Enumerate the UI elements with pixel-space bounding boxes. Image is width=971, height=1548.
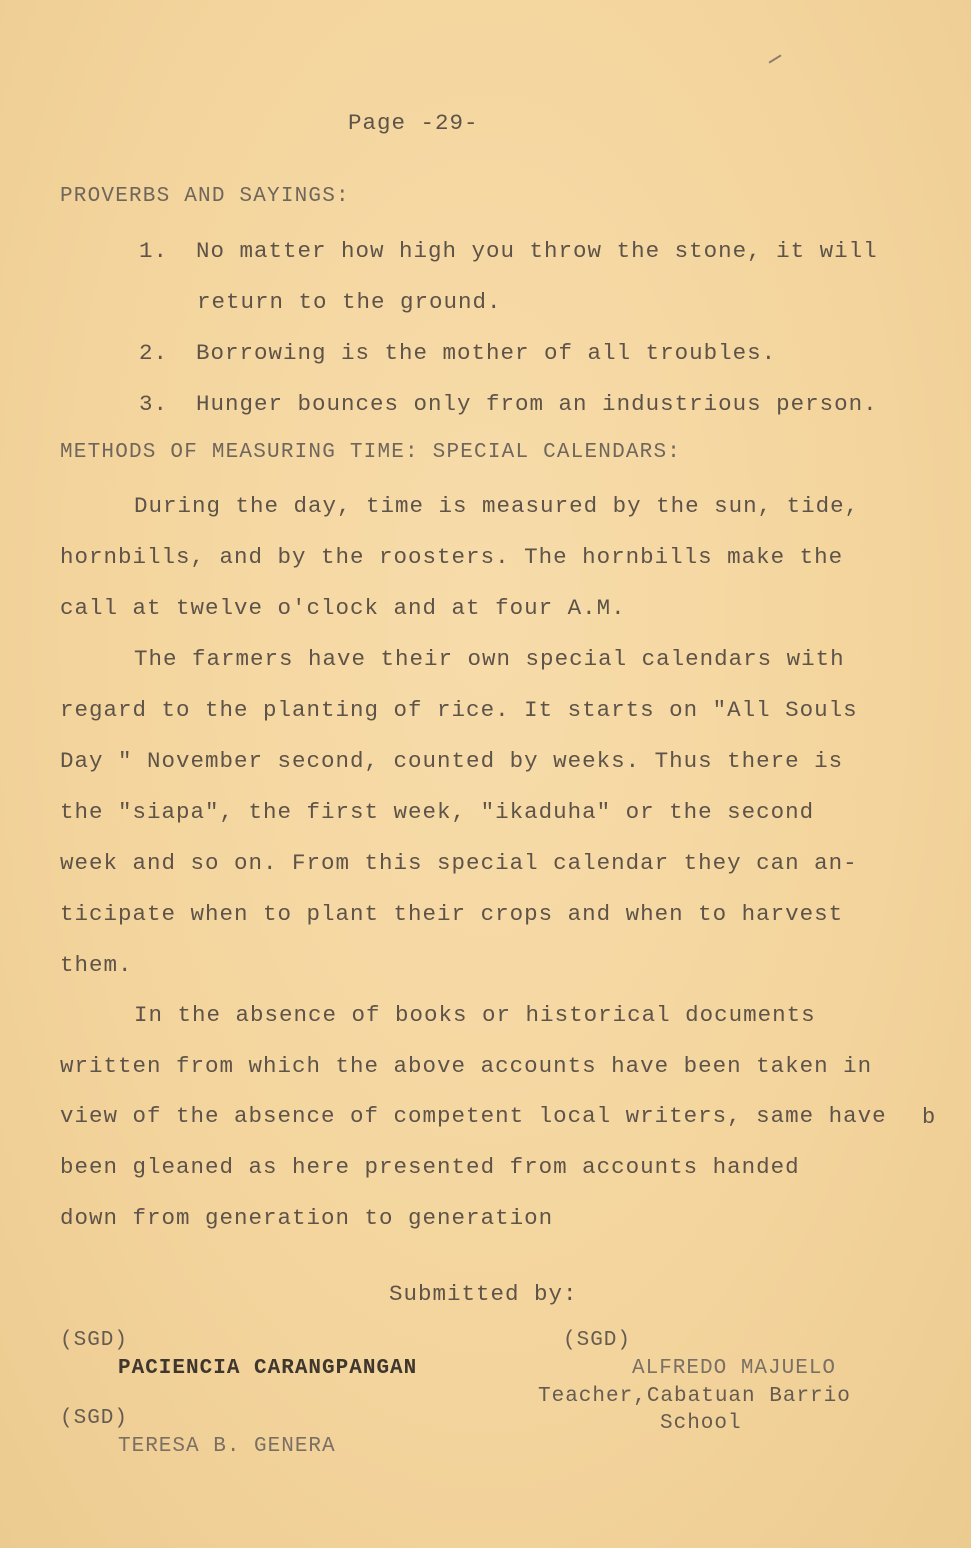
proverb-number: 2. <box>139 340 169 366</box>
paragraph-line: been gleaned as here presented from accounts handed <box>60 1154 800 1180</box>
paragraph-line: them. <box>60 952 133 978</box>
signatory-name: ALFREDO MAJUELO <box>632 1357 837 1380</box>
paragraph-line: view of the absence of competent local writers, same have <box>60 1103 887 1129</box>
signatory-name <box>118 1358 417 1379</box>
heading-proverbs: PROVERBS AND SAYINGS: <box>60 185 350 208</box>
heading-methods: METHODS OF MEASURING TIME: SPECIAL CALENDARS: <box>60 441 682 464</box>
signature-sgd: (SGD) <box>563 1329 632 1352</box>
proverb-number: 3. <box>139 391 169 417</box>
paragraph-line: down from generation to generation <box>60 1205 554 1231</box>
page-number: Page -29- <box>348 110 479 136</box>
paragraph-line: the "siapa", the first week, "ikaduha" or the second <box>60 799 815 825</box>
proverb-text: Hunger bounces only from an industrious person. <box>196 391 878 417</box>
paragraph-line: week and so on. From this special calendar they can an- <box>60 850 858 876</box>
signatory-name: TERESA B. GENERA <box>118 1435 336 1458</box>
paragraph-line: call at twelve o'clock and at four A.M. <box>60 595 626 621</box>
signatory-title: Teacher,Cabatuan Barrio <box>538 1385 851 1408</box>
paragraph-line: ticipate when to plant their crops and when to harvest <box>60 901 844 927</box>
paragraph-line: In the absence of books or historical documents <box>134 1002 816 1028</box>
paragraph-line: regard to the planting of rice. It starts on "All Souls <box>60 697 858 723</box>
submitted-by-label: Submitted by: <box>389 1281 578 1307</box>
proverb-text: No matter how high you throw the stone, it will <box>196 238 878 264</box>
signatory-name-text: PACIENCIA CARANGPANGAN <box>118 1357 418 1380</box>
paragraph-line: The farmers have their own special calendars with <box>134 646 845 672</box>
paragraph-line: During the day, time is measured by the sun, tide, <box>134 493 860 519</box>
pencil-mark <box>769 54 782 63</box>
proverb-text: Borrowing is the mother of all troubles. <box>196 340 777 366</box>
signature-sgd: (SGD) <box>60 1407 129 1430</box>
paragraph-line: Day " November second, counted by weeks. Thus there is <box>60 748 844 774</box>
stray-typed-mark: b <box>922 1105 936 1130</box>
signature-sgd: (SGD) <box>60 1329 129 1352</box>
paragraph-line: hornbills, and by the roosters. The hornbills make the <box>60 544 844 570</box>
proverb-number: 1. <box>139 238 169 264</box>
paragraph-line: written from which the above accounts have been taken in <box>60 1053 873 1079</box>
proverb-text-continued: return to the ground. <box>197 289 502 315</box>
signatory-title-continued: School <box>660 1412 742 1435</box>
